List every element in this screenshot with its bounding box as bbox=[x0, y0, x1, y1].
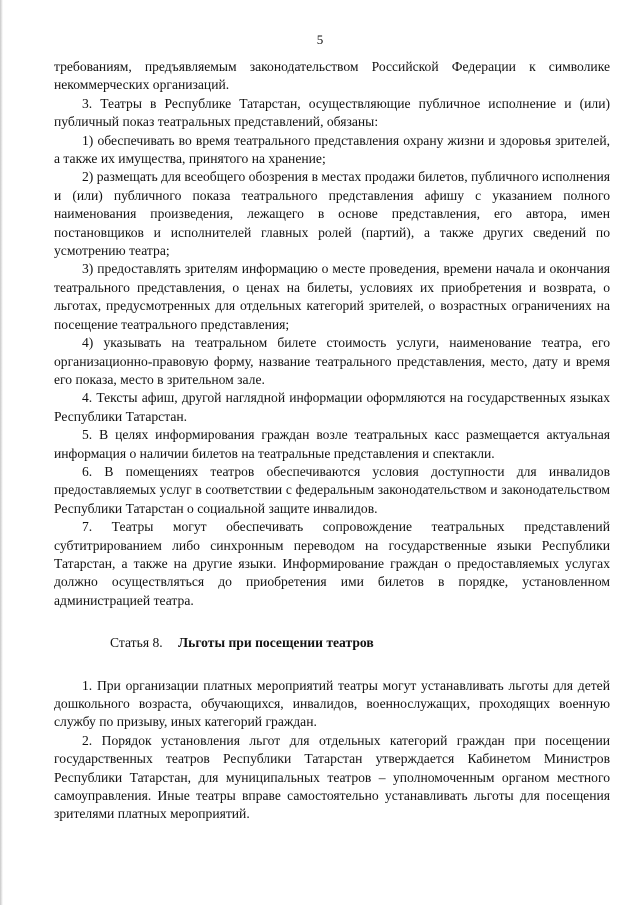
article-title: Льготы при посещении театров bbox=[178, 635, 374, 651]
paragraph-continuation: требованиям, предъявляемым законодательством Российской Федерации к символике некоммерческих организаций. bbox=[54, 59, 610, 93]
scan-edge-shadow bbox=[0, 0, 3, 905]
page-number: 5 bbox=[316, 32, 324, 47]
paragraph-article8-item-1: 1. При организации платных мероприятий театры могут устанавливать льготы для детей дошкольного возраста, обучающихся, инвалидов, военнослужащих, проходящих военную службу по призыву, иных категорий граждан. bbox=[54, 677, 610, 730]
article-heading bbox=[54, 634, 610, 652]
paragraph-subitem-3-2: 2) размещать для всеобщего обозрения в местах продажи билетов, публичного исполнения и (или) публичного показа театрального представления афишу с указанием полного наименования произведения, лежащего в основе представления, его автора, имен постановщиков и исполнителей главных ролей (партий), а также других сведений по усмотрению театра; bbox=[54, 169, 610, 259]
paragraph-article8-item-2: 2. Порядок установления льгот для отдельных категорий граждан при посещении государственных театров Республики Татарстан утверждается Кабинетом Министров Республики Татарстан, для муниципальных театров – уполномоченным органом местного самоуправления. Иные театры вправе самостоятельно устанавливать льготы для посещения зрителями платных мероприятий. bbox=[54, 732, 610, 822]
paragraph-item-5: 5. В целях информирования граждан возле театральных касс размещается актуальная информация о наличии билетов на театральные представления и спектакли. bbox=[54, 427, 610, 461]
paragraph-item-4: 4. Тексты афиш, другой наглядной информации оформляются на государственных языках Республики Татарстан. bbox=[54, 390, 610, 424]
paragraph-subitem-3-3: 3) предоставлять зрителям информацию о месте проведения, времени начала и окончания театрального представления, о ценах на билеты, условиях их приобретения и возврата, о льготах, предусмотренных для отдельных категорий зрителей, о возрастных ограничениях на посещение театрального представления; bbox=[54, 261, 610, 332]
paragraph-item-3: 3. Театры в Республике Татарстан, осуществляющие публичное исполнение и (или) публичный показ театральных представлений, обязаны: bbox=[54, 95, 610, 130]
document-body bbox=[54, 58, 610, 824]
paragraph-subitem-3-4: 4) указывать на театральном билете стоимость услуги, наименование театра, его организационно-правовую форму, название театрального представления, место, дату и время его показа, место в зрительном зале. bbox=[54, 335, 610, 387]
paragraph-subitem-3-1: 1) обеспечивать во время театрального представления охрану жизни и здоровья зрителей, а также их имущества, принятого на хранение; bbox=[54, 132, 610, 167]
paragraph-item-6: 6. В помещениях театров обеспечиваются условия доступности для инвалидов предоставляемых услуг в соответствии с федеральным законодательством и законодательством Республики Татарстан о социальной защите инвалидов. bbox=[54, 463, 610, 516]
article-number: Статья 8. bbox=[110, 635, 163, 651]
paragraph-item-7: 7. Театры могут обеспечивать сопровождение театральных представлений субтитрированием либо синхронным переводом на государственные языки Республики Татарстан, а также на другие языки. Информирование граждан о предоставляемых услугах должно осуществляться до приобретения ими билетов в порядке, установленном администрацией театра. bbox=[54, 519, 610, 608]
